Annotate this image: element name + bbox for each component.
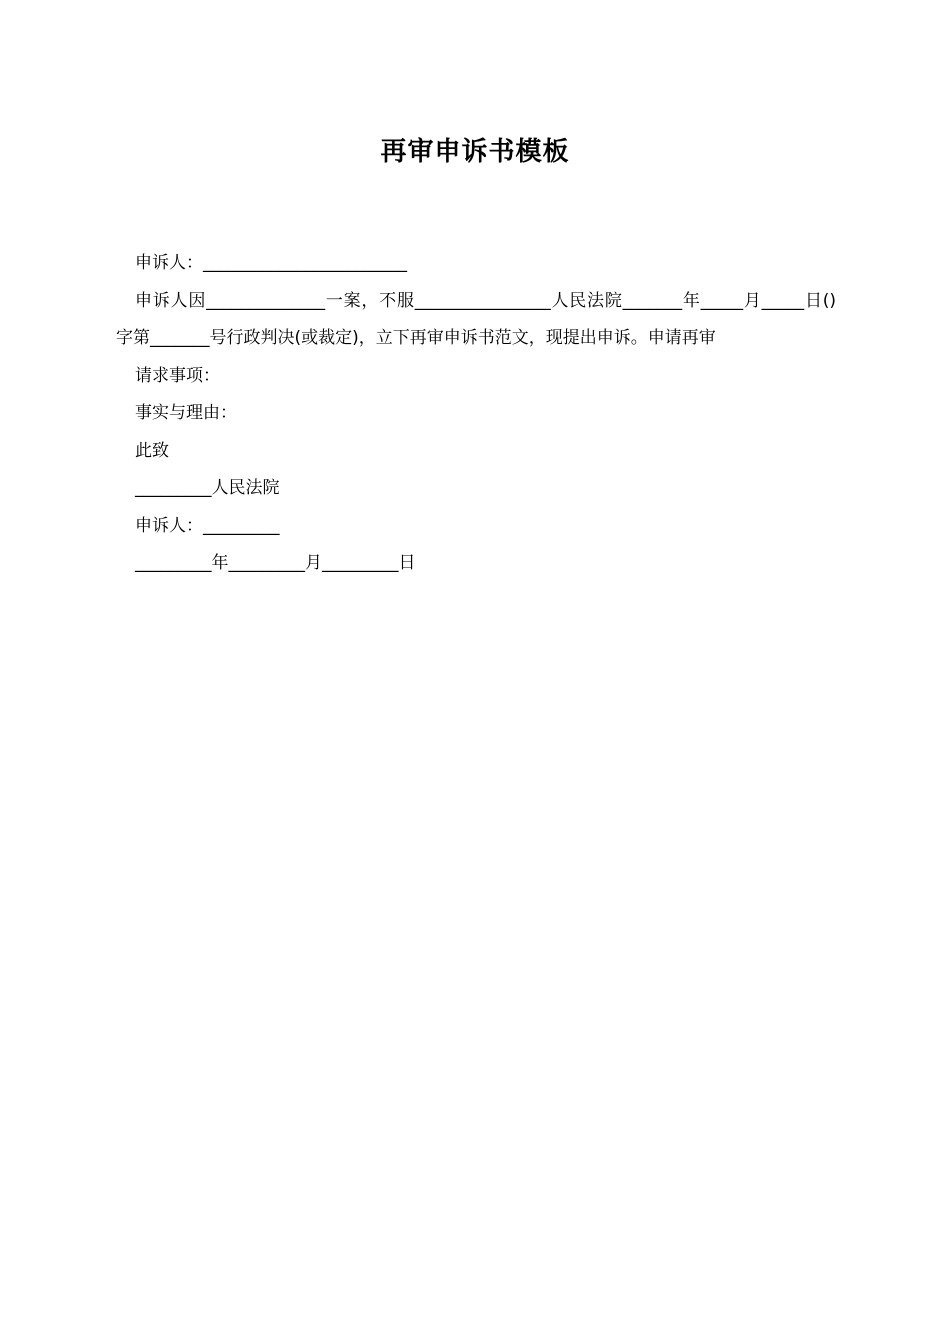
document-body (116, 245, 836, 583)
date-line: _________年_________月_________日 (135, 553, 416, 573)
requests-heading: 请求事项： (135, 365, 220, 386)
court-line: _________人民法院 (135, 478, 280, 498)
signature-line: 申诉人：_________ (135, 515, 280, 536)
statement-paragraph: 申诉人因______________一案，不服________________人民法院_______年_____月_____日()字第_______号行政判决(或裁定)，立下再审申诉书范文，现提出申诉。申请再审 (116, 290, 836, 348)
facts-heading: 事实与理由： (135, 403, 237, 423)
salutation-line: 此致 (135, 440, 169, 461)
document-title: 再审申诉书模板 (380, 137, 570, 167)
appellant-line: 申诉人：________________________ (135, 253, 407, 273)
